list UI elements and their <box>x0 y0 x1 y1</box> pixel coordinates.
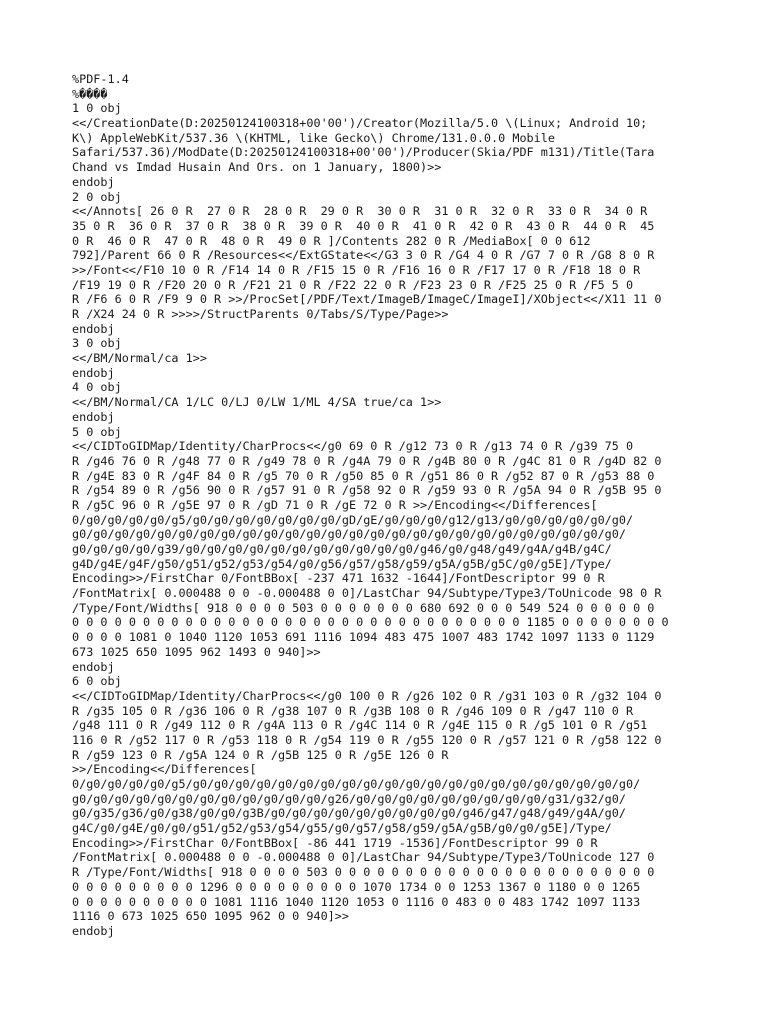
text-line: Safari/537.36)/ModDate(D:20250124100318+00'00')/Producer(Skia/PDF m131)/Title(Tara <box>72 145 655 160</box>
text-line: endobj <box>72 923 115 938</box>
text-line: <</CIDToGIDMap/Identity/CharProcs<</g0 69 0 R /g12 73 0 R /g13 74 0 R /g39 75 0 <box>72 439 634 454</box>
text-line: 116 0 R /g52 117 0 R /g53 118 0 R /g54 119 0 R /g55 120 0 R /g57 121 0 R /g58 122 0 <box>72 732 662 747</box>
text-line: 0 0 0 0 1081 0 1040 1120 1053 691 1116 1094 483 475 1007 483 1742 1097 1133 0 1129 <box>72 630 655 645</box>
text-line: 6 0 obj <box>72 674 122 689</box>
text-line: g4C/g0/g4E/g0/g0/g51/g52/g53/g54/g55/g0/g57/g58/g59/g5A/g5B/g0/g0/g5E]/Type/ <box>72 821 612 836</box>
text-line: R /g35 105 0 R /g36 106 0 R /g38 107 0 R /g3B 108 0 R /g46 109 0 R /g47 110 0 R <box>72 703 634 718</box>
text-line: 0 0 0 0 0 0 0 0 0 0 0 0 0 0 0 0 0 0 0 0 0 0 0 0 0 0 0 0 0 0 0 0 1185 0 0 0 0 0 0 0 0 <box>72 615 669 630</box>
text-line: endobj <box>72 659 115 674</box>
raw-pdf-text <box>72 72 712 939</box>
text-line: 792]/Parent 66 0 R /Resources<</ExtGState<</G3 3 0 R /G4 4 0 R /G7 7 0 R /G8 8 0 R <box>72 248 655 263</box>
text-line: K\) AppleWebKit/537.36 \(KHTML, like Gecko\) Chrome/131.0.0.0 Mobile <box>72 130 555 145</box>
text-line: Chand vs Imdad Husain And Ors. on 1 January, 1800)>> <box>72 160 442 175</box>
text-line: g4D/g4E/g4F/g50/g51/g52/g53/g54/g0/g56/g57/g58/g59/g5A/g5B/g5C/g0/g5E]/Type/ <box>72 556 612 571</box>
text-line: R /X24 24 0 R >>>>/StructParents 0/Tabs/S/Type/Page>> <box>72 307 449 321</box>
text-line: 673 1025 650 1095 962 1493 0 940]>> <box>72 644 321 659</box>
text-line: endobj <box>72 321 115 336</box>
text-line: >>/Encoding<</Differences[ <box>72 762 257 777</box>
text-line: <</CIDToGIDMap/Identity/CharProcs<</g0 100 0 R /g26 102 0 R /g31 103 0 R /g32 104 0 <box>72 688 662 703</box>
text-line: 0/g0/g0/g0/g0/g5/g0/g0/g0/g0/g0/g0/g0/gD/gE/g0/g0/g0/g12/g13/g0/g0/g0/g0/g0/g0/ <box>72 512 634 527</box>
text-line: g0/g0/g0/g0/g39/g0/g0/g0/g0/g0/g0/g0/g0/g0/g0/g0/g46/g0/g48/g49/g4A/g4B/g4C/ <box>72 542 612 556</box>
text-line: endobj <box>72 409 115 424</box>
text-line: R /g54 89 0 R /g56 90 0 R /g57 91 0 R /g58 92 0 R /g59 93 0 R /g5A 94 0 R /g5B 95 0 <box>72 483 662 498</box>
text-line: 1116 0 673 1025 650 1095 962 0 0 940]>> <box>72 909 349 924</box>
text-line: <</CreationDate(D:20250124100318+00'00')/Creator(Mozilla/5.0 \(Linux; Android 10; <box>72 116 648 131</box>
text-line: R /g59 123 0 R /g5A 124 0 R /g5B 125 0 R /g5E 126 0 R <box>72 747 449 762</box>
text-line: /FontMatrix[ 0.000488 0 0 -0.000488 0 0]/LastChar 94/Subtype/Type3/ToUnicode 127 0 <box>72 850 655 865</box>
text-line: 0 0 0 0 0 0 0 0 0 1296 0 0 0 0 0 0 0 0 0 1070 1734 0 0 1253 1367 0 1180 0 0 1265 <box>72 879 641 894</box>
text-line: /FontMatrix[ 0.000488 0 0 -0.000488 0 0]/LastChar 94/Subtype/Type3/ToUnicode 98 0 R <box>72 586 662 601</box>
text-line: g0/g0/g0/g0/g0/g0/g0/g0/g0/g0/g0/g0/g0/g0/g0/g0/g0/g0/g0/g0/g0/g0/g0/g0/g0/g0/ <box>72 527 626 542</box>
text-line: 1 0 obj <box>72 101 122 116</box>
text-line: 3 0 obj <box>72 336 122 351</box>
text-line: R /Type/Font/Widths[ 918 0 0 0 0 503 0 0 0 0 0 0 0 0 0 0 0 0 0 0 0 0 0 0 0 0 0 0 0 <box>72 865 655 880</box>
text-line: g0/g35/g36/g0/g38/g0/g0/g3B/g0/g0/g0/g0/g0/g0/g0/g0/g0/g46/g47/g48/g49/g4A/g0/ <box>72 806 626 821</box>
text-line: endobj <box>72 174 115 189</box>
text-line: 35 0 R 36 0 R 37 0 R 38 0 R 39 0 R 40 0 R 41 0 R 42 0 R 43 0 R 44 0 R 45 <box>72 218 655 233</box>
text-line: /g48 111 0 R /g49 112 0 R /g4A 113 0 R /g4C 114 0 R /g4E 115 0 R /g5 101 0 R /g51 <box>72 718 648 733</box>
text-line: endobj <box>72 365 115 380</box>
text-line: %PDF-1.4 <box>72 72 129 86</box>
text-line: <</Annots[ 26 0 R 27 0 R 28 0 R 29 0 R 30 0 R 31 0 R 32 0 R 33 0 R 34 0 R <box>72 204 648 219</box>
text-line: <</BM/Normal/CA 1/LC 0/LJ 0/LW 1/ML 4/SA true/ca 1>> <box>72 395 442 410</box>
text-line: R /g46 76 0 R /g48 77 0 R /g49 78 0 R /g4A 79 0 R /g4B 80 0 R /g4C 81 0 R /g4D 82 0 <box>72 453 662 468</box>
text-line: 0 R 46 0 R 47 0 R 48 0 R 49 0 R ]/Contents 282 0 R /MediaBox[ 0 0 612 <box>72 233 591 248</box>
text-line: Encoding>>/FirstChar 0/FontBBox[ -86 441 1719 -1536]/FontDescriptor 99 0 R <box>72 835 598 850</box>
text-line: g0/g0/g0/g0/g0/g0/g0/g0/g0/g0/g0/g0/g26/g0/g0/g0/g0/g0/g0/g0/g0/g0/g31/g32/g0/ <box>72 791 626 806</box>
text-line: R /g4E 83 0 R /g4F 84 0 R /g5 70 0 R /g50 85 0 R /g51 86 0 R /g52 87 0 R /g53 88 0 <box>72 468 655 483</box>
text-line: 0 0 0 0 0 0 0 0 0 0 1081 1116 1040 1120 1053 0 1116 0 483 0 0 483 1742 1097 1133 <box>72 894 641 909</box>
text-line: %���� <box>72 86 108 101</box>
text-line: R /g5C 96 0 R /g5E 97 0 R /gD 71 0 R /gE 72 0 R >>/Encoding<</Differences[ <box>72 497 598 512</box>
text-line: Encoding>>/FirstChar 0/FontBBox[ -237 471 1632 -1644]/FontDescriptor 99 0 R <box>72 571 605 586</box>
text-line: >>/Font<</F10 10 0 R /F14 14 0 R /F15 15 0 R /F16 16 0 R /F17 17 0 R /F18 18 0 R <box>72 262 641 277</box>
text-line: 2 0 obj <box>72 189 122 204</box>
text-line: 0/g0/g0/g0/g0/g5/g0/g0/g0/g0/g0/g0/g0/g0/g0/g0/g0/g0/g0/g0/g0/g0/g0/g0/g0/g0/g0/ <box>72 777 641 791</box>
text-line: 5 0 obj <box>72 424 122 439</box>
text-line: 4 0 obj <box>72 380 122 395</box>
text-line: <</BM/Normal/ca 1>> <box>72 351 207 366</box>
text-line: R /F6 6 0 R /F9 9 0 R >>/ProcSet[/PDF/Text/ImageB/ImageC/ImageI]/XObject<</X11 11 0 <box>72 292 662 307</box>
text-line: /F19 19 0 R /F20 20 0 R /F21 21 0 R /F22 22 0 R /F23 23 0 R /F25 25 0 R /F5 5 0 <box>72 277 634 292</box>
text-line: /Type/Font/Widths[ 918 0 0 0 0 503 0 0 0 0 0 0 0 680 692 0 0 0 549 524 0 0 0 0 0 0 <box>72 600 655 615</box>
